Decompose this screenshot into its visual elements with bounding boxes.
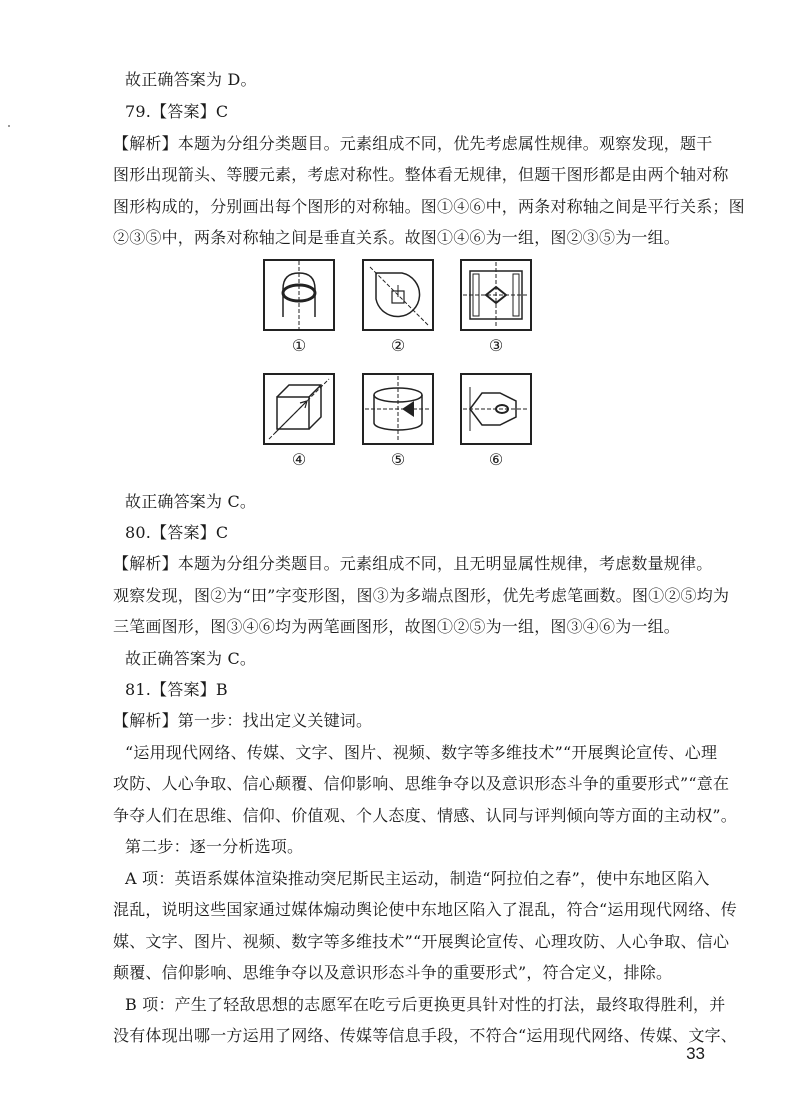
analysis-81-line-1: 【解析】第一步：找出定义关键词。: [113, 711, 373, 730]
figure-1-label: ①: [291, 336, 307, 355]
answer-81: 81.【答案】B: [125, 680, 228, 699]
figure-5-image: [362, 373, 434, 445]
figure-3-label: ③: [488, 336, 504, 355]
option-b-line-1: B 项：产生了轻敌思想的志愿军在吃亏后更换更具针对性的打法，最终取得胜利，并: [125, 995, 726, 1014]
page-number: 33: [686, 1044, 705, 1063]
option-a-line-1: A 项：英语系媒体渲染推动突尼斯民主运动，制造“阿拉伯之春”，使中东地区陷入: [125, 869, 710, 888]
definition-line-3: 争夺人们在思维、信仰、价值观、个人态度、情感、认同与评判倾向等方面的主动权”。: [113, 806, 737, 825]
figure-5-label: ⑤: [390, 450, 406, 469]
figure-4-image: [263, 373, 335, 445]
scan-mark: [8, 125, 10, 127]
option-a-line-3: 媒、文字、图片、视频、数字等多维技术”“开展舆论宣传、心理攻防、人心争取、信心: [113, 932, 730, 951]
answer-79: 79.【答案】C: [125, 102, 229, 121]
analysis-80-line-2: 观察发现，图②为“田”字变形图，图③为多端点图形，优先考虑笔画数。图①②⑤均为: [113, 586, 730, 605]
analysis-79-line-3: 图形构成的，分别画出每个图形的对称轴。图①④⑥中，两条对称轴之间是平行关系；图: [113, 197, 745, 216]
analysis-79-line-2: 图形出现箭头、等腰元素，考虑对称性。整体看无规律，但题干图形都是由两个轴对称: [113, 165, 729, 184]
definition-line-2: 攻防、人心争取、信心颠覆、信仰影响、思维争夺以及意识形态斗争的重要形式”“意在: [113, 774, 730, 793]
figure-3-image: [460, 259, 532, 331]
figure-grid: [260, 256, 535, 481]
analysis-79-line-1: 【解析】本题为分组分类题目。元素组成不同，优先考虑属性规律。观察发现，题干: [113, 134, 713, 153]
figure-2-image: [362, 259, 434, 331]
text-line-7: 故正确答案为 C。: [125, 492, 257, 511]
figure-1-image: [263, 259, 335, 331]
analysis-79-line-4: ②③⑤中，两条对称轴之间是垂直关系。故图①④⑥为一组，图②③⑤为一组。: [113, 228, 681, 247]
step-two: 第二步：逐一分析选项。: [125, 837, 304, 856]
definition-line-1: “运用现代网络、传媒、文字、图片、视频、数字等多维技术”“开展舆论宣传、心理: [125, 743, 718, 762]
figure-2-label: ②: [390, 336, 406, 355]
analysis-80-line-1: 【解析】本题为分组分类题目。元素组成不同，且无明显属性规律，考虑数量规律。: [113, 554, 713, 573]
figure-6-label: ⑥: [488, 450, 504, 469]
option-a-line-4: 颠覆、信仰影响、思维争夺以及意识形态斗争的重要形式”，符合定义，排除。: [113, 963, 673, 982]
figure-6-image: [460, 373, 532, 445]
text-line-1: 故正确答案为 D。: [125, 70, 257, 89]
answer-80: 80.【答案】C: [125, 523, 229, 542]
option-a-line-2: 混乱，说明这些国家通过媒体煽动舆论使中东地区陷入了混乱，符合“运用现代网络、传: [113, 900, 737, 919]
text-line-12: 故正确答案为 C。: [125, 649, 257, 668]
figure-4-label: ④: [291, 450, 307, 469]
option-b-line-2: 没有体现出哪一方运用了网络、传媒等信息手段，不符合“运用现代网络、传媒、文字、: [113, 1026, 737, 1045]
analysis-80-line-3: 三笔画图形，图③④⑥均为两笔画图形，故图①②⑤为一组，图③④⑥为一组。: [113, 617, 681, 636]
